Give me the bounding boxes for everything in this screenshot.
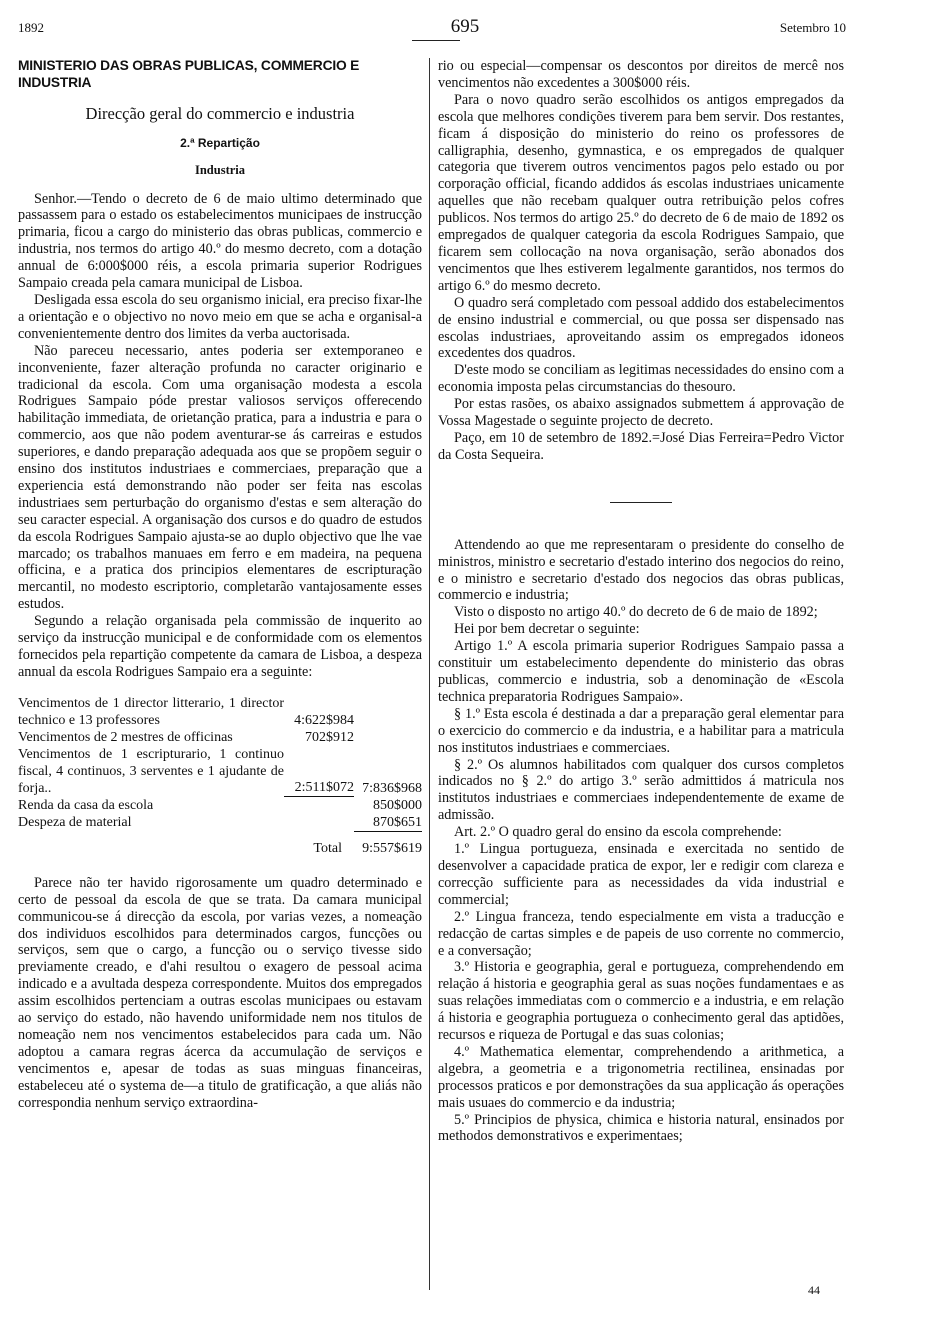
- paragraph: Senhor.—Tendo o decreto de 6 de maio ultimo determinado que passassem para o estado os estabelecimentos municipaes de instrucção primaria, ficou a cargo do ministerio das obras publicas, commercio e industria, nos termos do artigo 40.º do mesmo decreto, com a dotação annual de 6:000$000 réis, a escola primaria superior Rodrigues Sampaio creada pela camara municipal de Lisboa.: [18, 190, 422, 292]
- budget-item-value: 870$651: [354, 814, 422, 832]
- paragraph: Segundo a relação organisada pela commissão de inquerito ao serviço da instrucção municipal e de conformidade com os elementos fornecidos pela repartição competente da camara de Lisboa, a despeza annual da escola Rodrigues Sampaio era a seguinte:: [18, 613, 422, 680]
- reparticao-heading: 2.ª Repartição: [180, 135, 260, 150]
- section-heading: Industria: [194, 162, 246, 177]
- budget-row: [18, 746, 422, 797]
- paragraph: Desligada essa escola do seu organismo inicial, era preciso fixar-lhe a orientação e o objectivo no novo meio em que se acha e organisal-a convenientemente dentro dos limites da verba auctorisada.: [18, 291, 422, 342]
- budget-item-label: Renda da casa da escola: [18, 797, 154, 813]
- paragraph: Não pareceu necessario, antes poderia ser extemporaneo e inconveniente, fazer alteração profunda no caracter originario e tradicional da escola. Com uma organisação modesta a escola Rodrigues Sampaio póde prestar valiosos serviços offerecendo habilitação immediata, de orietanção pratica, para a industria e para o commercio, aos que não podem aventurar-se ás carreiras e estudos superiores, e dando preparação adequada aos que se propõem seguir o ensino dos institutos industriaes e commerciaes, preparação que a experiencia está demonstrando não poder ser feita nas escolas industriaes sem perturbação do organismo d'estas e sem alteração do seu caracter especial. A organisação dos cursos e do quadro de estudos da escola Rodrigues Sampaio ajusta-se ao duplo objectivo que lhe vae marcado; os trabalhos manuaes em ferro e em madeira, na pequena officina, e a pratica dos principios elementares de escripturação mercantil, no modesto escriptorio, completarão vantajosamente esses estudos.: [18, 342, 422, 613]
- decree-paragraph: § 1.º Esta escola é destinada a dar a preparação geral elementar para o exercicio do commercio e da industria, e a habilitar para a matricula nos institutos industriaes e commerciaes.: [438, 705, 844, 756]
- budget-item-label: Vencimentos de 2 mestres de officinas: [18, 729, 233, 745]
- decree-paragraph: § 2.º Os alumnos habilitados com qualquer dos cursos completos indicados no § 2.º do artigo 3.º serão admittidos á matricula nos institutos industriaes e commerciaes independentemente de exame de admissão.: [438, 756, 844, 824]
- decree-paragraph: 5.º Principios de physica, chimica e historia natural, ensinados por methodos demonstrativos e experimentaes;: [438, 1111, 844, 1145]
- paragraph: rio ou especial—compensar os descontos por direitos de mercê nos vencimentos não excedentes a 300$000 réis.: [438, 58, 844, 91]
- budget-row: [18, 695, 422, 729]
- budget-table: [18, 695, 422, 857]
- budget-item-label: Vencimentos de 1 director litterario, 1 director technico e 13 professores: [18, 695, 284, 728]
- budget-item-value: 4:622$984: [294, 712, 354, 728]
- budget-item-value: 850$000: [373, 797, 422, 813]
- left-column: [18, 58, 422, 1112]
- decree-paragraph: 3.º Historia e geographia, geral e portugueza, comprehendendo em relação á historia e geographia geral as suas noções fundamentaes e as suas relações immediatas com o commercio e a industria, e em relação á historia e geographia portugueza o conhecimento geral das aptidões, recursos e riqueza de Portugal e das suas colonias;: [438, 959, 844, 1044]
- budget-row: [18, 814, 422, 832]
- decree-paragraph: 4.º Mathematica elementar, comprehendendo a arithmetica, a algebra, a geometria e a trigonometria rectilinea, ensinadas por processos praticos e por demonstrações da sua applicação ás operações mais usuaes do commercio e da industria;: [438, 1043, 844, 1111]
- budget-item-value: 702$912: [305, 729, 354, 745]
- column-divider: [429, 58, 430, 1290]
- budget-row: [18, 797, 422, 814]
- decree-paragraph: 1.º Lingua portugueza, ensinada e exercitada no sentido de desenvolver a capacidade pratica de expor, ler e redigir com clareza e correcção sufficiente para as necessidades da vida industrial e commercial;: [438, 841, 844, 908]
- decree-paragraph: Art. 2.º O quadro geral do ensino da escola comprehende:: [454, 824, 782, 841]
- paragraph: Parece não ter havido rigorosamente um quadro determinado e certo de pessoal da escola de que se trata. Da camara municipal communicou-se á direcção da escola, por varias vezes, a nomeação dos individuos escolhidos para determinados cargos, funcções ou serviços, sem que o cargo, a funcção ou o serviço tivesse sido previamente creado, e d'ahi resultou o exagero de pessoal acima indicado e a avultada despeza correspondente. Muitos dos empregados assim escolhidos pertenciam a outras escolas municipaes ou estavam ao serviço do estado, não havendo uniformidade nem nos titulos de nomeação nem nos vencimentos estabelecidos para cada um. Não adoptou a camara regras ácerca da accumulação de serviços e vencimentos e, apesar de todas as suas minguas financeiras, estabeleceu até o systema de—a titulo de gratificação, a que aliás não correspondia nenhum serviço extraordina-: [18, 874, 422, 1111]
- budget-total-row: [18, 840, 422, 857]
- budget-subtotal: 7:836$968: [362, 780, 422, 796]
- section-separator: [610, 502, 672, 503]
- decree-paragraph: Attendendo ao que me representaram o presidente do conselho de ministros, ministro e secretario d'estado interino dos negocios do reino, e o ministro e secretario d'estado dos negocios das obras publicas, commercio e industria;: [438, 536, 844, 604]
- budget-total-label: Total: [313, 840, 342, 856]
- budget-total-value: 9:557$619: [362, 840, 422, 856]
- budget-item-label: Vencimentos de 1 escripturario, 1 continuo fiscal, 4 continuos, 3 serventes e 1 ajudante de forja..: [18, 746, 284, 796]
- ministry-heading: MINISTERIO DAS OBRAS PUBLICAS, COMMERCIO E INDUSTRIA: [18, 58, 360, 90]
- header-date: Setembro 10: [779, 20, 846, 35]
- decree-paragraph: Artigo 1.º A escola primaria superior Rodrigues Sampaio passa a constituir um estabelecimento dependente do ministerio das obras publicas, commercio e industria, sob a denominação de «Escola technica preparatoria Rodrigues Sampaio».: [438, 638, 844, 705]
- budget-item-label: Despeza de material: [18, 814, 132, 830]
- budget-row: [18, 729, 422, 746]
- paragraph: Por estas rasões, os abaixo assignados submettem á approvação de Vossa Magestade o seguinte projecto de decreto.: [438, 396, 844, 430]
- sheet-signature: 44: [808, 1283, 820, 1297]
- direccao-heading: Direcção geral do commercio e industria: [85, 103, 355, 123]
- signature-line: Paço, em 10 de setembro de 1892.=José Dias Ferreira=Pedro Victor da Costa Sequeira.: [438, 429, 844, 463]
- paragraph: D'este modo se conciliam as legitimas necessidades do ensino com a economia imposta pelas circumstancias do thesouro.: [438, 362, 844, 396]
- page-number: 695: [450, 16, 480, 37]
- decree-paragraph: 2.º Lingua franceza, tendo especialmente em vista a traducção e redacção de cartas simples e de papeis de uso corrente no commercio, e a conversação;: [438, 908, 844, 959]
- right-column: [438, 58, 844, 1145]
- paragraph: Para o novo quadro serão escolhidos os antigos empregados da escola que melhores condições tiverem para bem servir. Dos restantes, ficam á disposição do ministerio do reino os professores de calligraphia, desenho, gymnastica, e os empregados de qualquer categoria que tiverem outros vencimentos pagos pelo estado ou por corporação official, ficando addidos ás escolas industriaes unicamente aquelles que não recebam qualquer outra retribuição pelos cofres publicos. Nos termos do artigo 25.º do decreto de 6 de maio de 1892 os empregados de qualquer categoria da escola Rodrigues Sampaio, que ficarem sem collocação na nova organisação, serão abonados dos vencimentos que lhes estiverem legalmente garantidos, nos termos do artigo 6.º do mesmo decreto.: [438, 91, 844, 294]
- decree-paragraph: Visto o disposto no artigo 40.º do decreto de 6 de maio de 1892;: [454, 604, 818, 621]
- page-number-underline: [412, 40, 460, 41]
- paragraph: O quadro será completado com pessoal addido dos estabelecimentos de ensino industrial e commercial, ou que possa ser dispensado nas escolas industriaes, aproveitando assim os empregados idoneos excedentes dos quadros.: [438, 294, 844, 362]
- header-year: 1892: [18, 20, 44, 35]
- decree-paragraph: Hei por bem decretar o seguinte:: [454, 621, 640, 638]
- budget-item-value: 2:511$072: [284, 779, 354, 797]
